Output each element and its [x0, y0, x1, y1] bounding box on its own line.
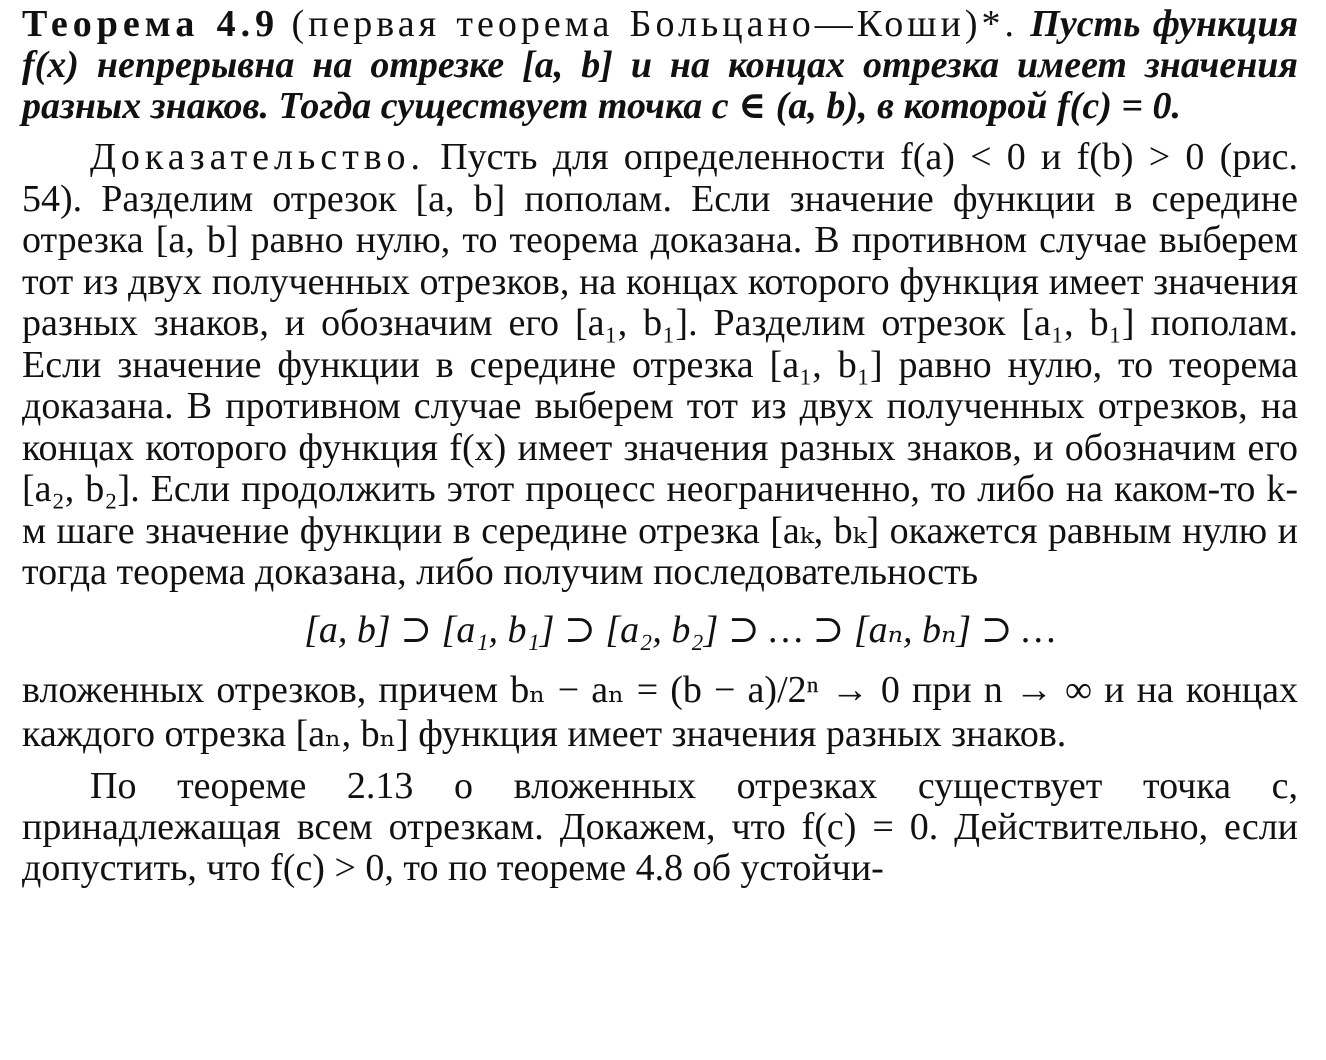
nested-segments-formula: [a, b] ⊃ [a₁, b₁] ⊃ [a₂, b₂] ⊃ … ⊃ [aₙ, bₙ] ⊃ … [304, 608, 1056, 651]
theorem-subtitle: (первая теорема Больцано—Коши)*. [291, 3, 1018, 45]
last-paragraph: По теореме 2.13 о вложенных отрезках существует точка c, принадлежащая всем отрезкам. Докажем, что f(c) = 0. Действительно, если допустить, что f(c) > 0, то по теореме 4.8 об устойчи- [22, 764, 1298, 889]
proof-label: Доказательство. [90, 136, 425, 178]
after-formula-paragraph: вложенных отрезков, причем bₙ − aₙ = (b − a)/2ⁿ → 0 при n → ∞ и на концах каждого отрезка [aₙ, bₙ] функция имеет значения разных знаков. [22, 668, 1298, 755]
proof-paragraph [22, 137, 1298, 594]
page [22, 0, 1298, 889]
theorem-statement: Пусть функция f(x) непрерывна на отрезке [a, b] и на концах отрезка имеет значения разных знаков. Тогда существует точка c ∈ (a, b), в которой f(c) = 0. [22, 3, 1299, 127]
theorem-paragraph [22, 4, 1298, 127]
proof-text: Пусть для определенности f(a) < 0 и f(b) > 0 (рис. 54). Разделим отрезок [a, b] пополам. Если значение функции в середине отрезка [a, b] равно нулю, то теорема доказана. В противном случае выберем тот из двух полученных отрезков, на концах которого функция имеет значения разных знаков, и обозначим его [a₁, b₁]. Разделим отрезок [a₁, b₁] пополам. Если значение функции в середине отрезка [a₁, b₁] равно нулю, то теорема доказана. В противном случае выберем тот из двух полученных отрезков, на концах которого функция f(x) имеет значения разных знаков, и обозначим его [a₂, b₂]. Если продолжить этот процесс неограниченно, то либо на каком-то k-м шаге значение функции в середине отрезка [aₖ, bₖ] окажется равным нулю и тогда теорема доказана, либо получим последовательность [22, 136, 1299, 593]
theorem-title: Теорема 4.9 [22, 3, 280, 45]
